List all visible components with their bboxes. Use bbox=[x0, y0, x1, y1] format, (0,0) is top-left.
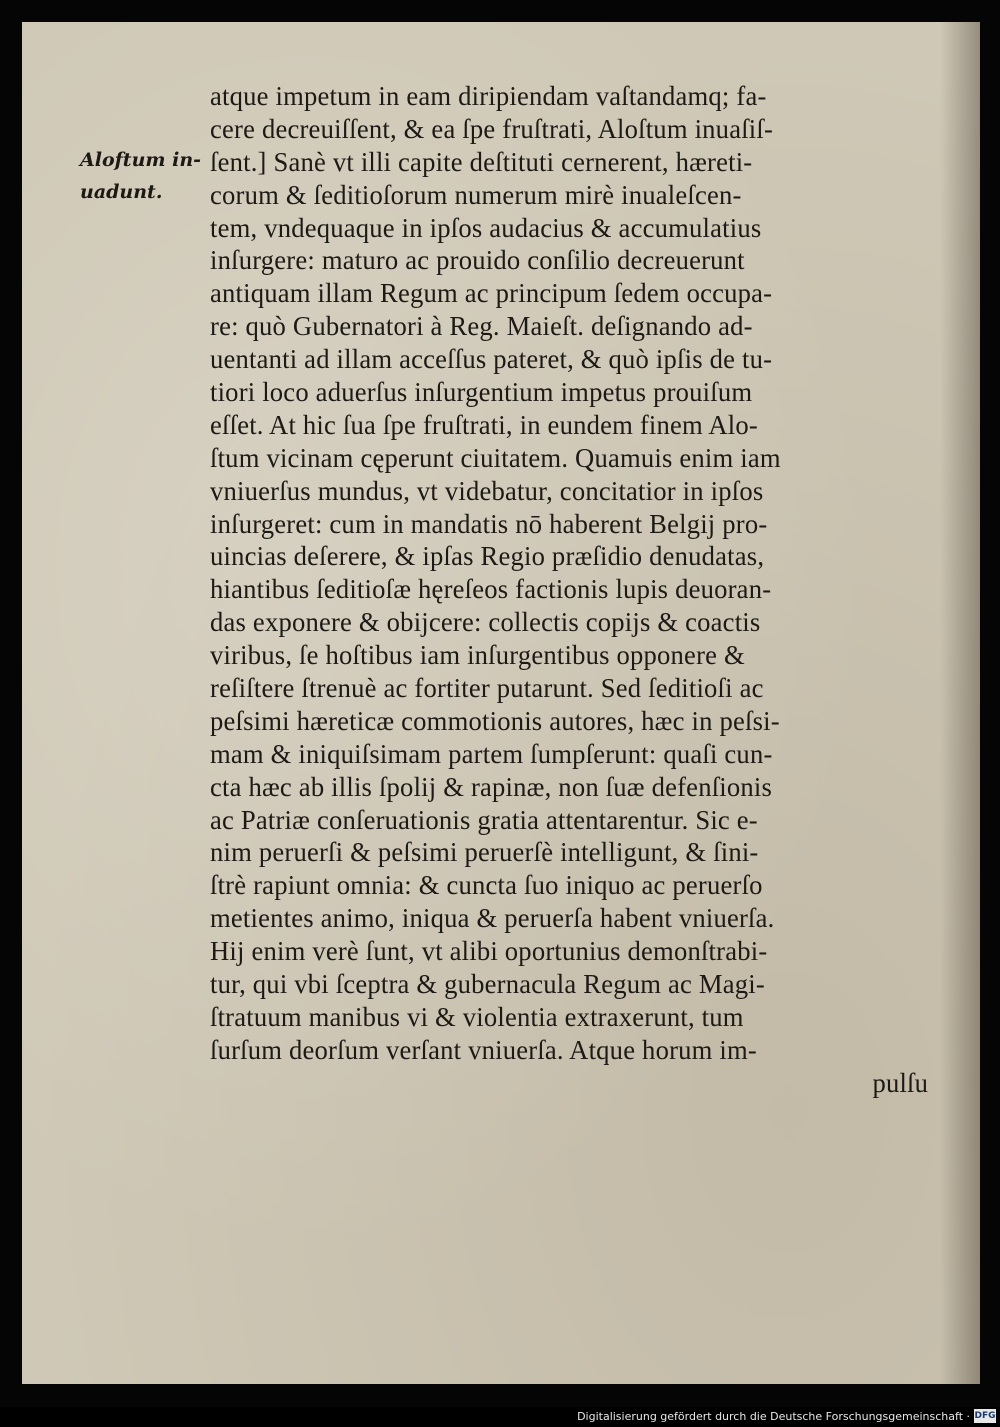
text-line: ac Patriæ conſeruationis gratia attentarentur. Sic e- bbox=[210, 804, 758, 835]
text-line: re: quò Gubernatori à Reg. Maieſt. deſignando ad- bbox=[210, 311, 753, 342]
marginal-note bbox=[80, 144, 230, 208]
text-line: tur, qui vbi ſceptra & gubernacula Regum ac Magi- bbox=[210, 969, 765, 1000]
text-line: atque impetum in eam diripiendam vaſtandamq; fa- bbox=[210, 81, 767, 111]
marginal-note-line: Aloftum in- bbox=[80, 149, 202, 171]
text-line: ſtratuum manibus vi & violentia extraxerunt, tum bbox=[210, 1001, 744, 1032]
text-line: reſiſtere ſtrenuè ac fortiter putarunt. Sed ſeditioſi ac bbox=[210, 673, 764, 704]
text-line: tem, vndequaque in ipſos audacius & accumulatius bbox=[210, 212, 762, 243]
text-line: uincias deſerere, & ipſas Regio præſidio denudatas, bbox=[210, 541, 765, 572]
digitization-credit: Digitalisierung gefördert durch die Deutsche Forschungsgemeinschaft · bbox=[577, 1410, 970, 1423]
body-text bbox=[210, 80, 940, 1100]
text-line: corum & ſeditioſorum numerum mirè inualeſcen- bbox=[210, 179, 742, 210]
text-line: ſtrè rapiunt omnia: & cuncta ſuo iniquo ac peruerſo bbox=[210, 870, 763, 901]
text-line: ſurſum deorſum verſant vniuerſa. Atque horum im- bbox=[210, 1034, 757, 1065]
text-line: cta hæc ab illis ſpolij & rapinæ, non ſuæ defenſionis bbox=[210, 771, 773, 802]
gutter-shadow bbox=[940, 22, 980, 1384]
text-line: inſurgere: maturo ac prouido conſilio decreuerunt bbox=[210, 245, 745, 276]
catchword: pulſu bbox=[872, 1067, 929, 1098]
text-line: tiori loco aduerſus inſurgentium impetus prouiſum bbox=[210, 377, 753, 408]
marginal-note-line: uadunt. bbox=[80, 181, 163, 203]
text-line: eſſet. At hic ſua ſpe fruſtrati, in eundem finem Alo- bbox=[210, 409, 758, 440]
text-line: Hij enim verè ſunt, vt alibi oportunius demonſtrabi- bbox=[210, 936, 768, 967]
dfg-logo-icon: DFG bbox=[974, 1411, 996, 1421]
text-line: ſent.] Sanè vt illi capite deſtituti cernerent, hæreti- bbox=[210, 146, 753, 177]
text-line: peſsimi hæreticæ commotionis autores, hæc in peſsi- bbox=[210, 705, 780, 736]
text-line: antiquam illam Regum ac principum ſedem occupa- bbox=[210, 278, 773, 309]
text-line: mam & iniquiſsimam partem ſumpſerunt: quaſi cun- bbox=[210, 738, 773, 769]
text-line: das exponere & obijcere: collectis copijs & coactis bbox=[210, 607, 761, 638]
text-line: viribus, ſe hoſtibus iam inſurgentibus opponere & bbox=[210, 640, 745, 671]
text-line: hiantibus ſeditioſæ hęreſeos factionis lupis deuoran- bbox=[210, 574, 772, 605]
text-line: inſurgeret: cum in mandatis nō haberent Belgij pro- bbox=[210, 508, 768, 539]
text-line: cere decreuiſſent, & ea ſpe fruſtrati, Aloſtum inuaſiſ- bbox=[210, 113, 774, 144]
text-line: vniuerſus mundus, vt videbatur, concitatior in ipſos bbox=[210, 475, 764, 506]
text-line: nim peruerſi & peſsimi peruerſè intelligunt, & ſini- bbox=[210, 837, 759, 868]
text-line: metientes animo, iniqua & peruerſa habent vniuerſa. bbox=[210, 903, 775, 934]
text-line: ſtum vicinam cęperunt ciuitatem. Quamuis enim iam bbox=[210, 442, 781, 473]
text-line: uentanti ad illam acceſſus pateret, & quò ipſis de tu- bbox=[210, 344, 773, 375]
